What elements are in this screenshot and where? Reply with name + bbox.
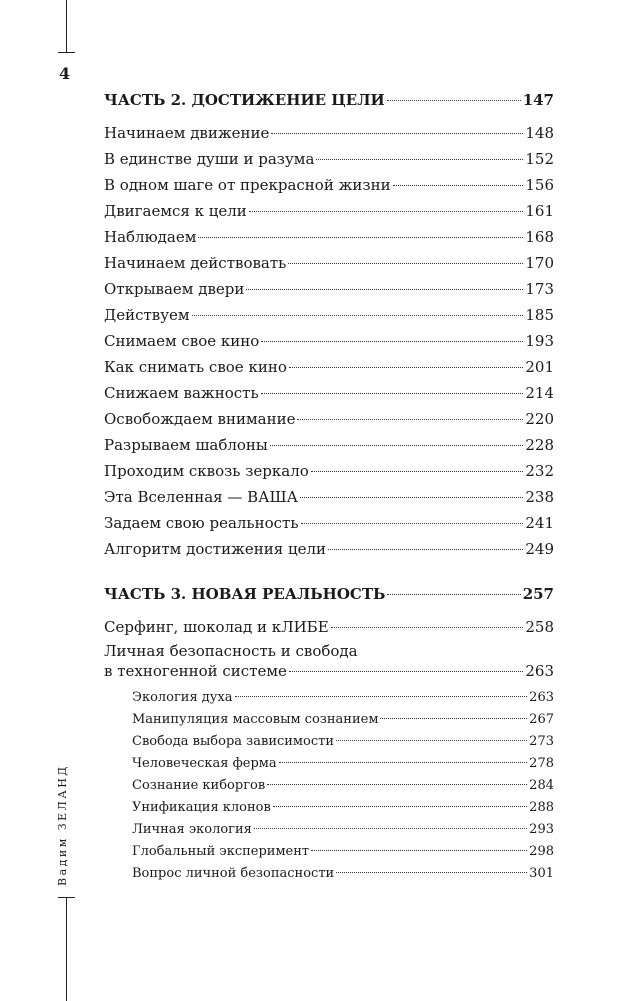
toc-entry[interactable]: Наблюдаем 168 [104, 228, 554, 246]
toc-heading-part-2[interactable]: ЧАСТЬ 2. ДОСТИЖЕНИЕ ЦЕЛИ 147 [104, 91, 554, 109]
toc-entry[interactable]: Снимаем свое кино 193 [104, 332, 554, 350]
toc-subentry[interactable]: Унификация клонов 288 [132, 800, 554, 815]
toc-entry[interactable]: Двигаемся к цели 161 [104, 202, 554, 220]
toc-entry[interactable]: Открываем двери 173 [104, 280, 554, 298]
toc-entry[interactable]: Разрываем шаблоны 228 [104, 436, 554, 454]
toc-entry[interactable]: Снижаем важность 214 [104, 384, 554, 402]
toc-subentry[interactable]: Экология духа 263 [132, 690, 554, 705]
toc-subentry[interactable]: Сознание киборгов 284 [132, 778, 554, 793]
bottom-margin-rule [66, 897, 67, 1001]
toc-entry[interactable]: В единстве души и разума 152 [104, 150, 554, 168]
toc-subentry[interactable]: Глобальный эксперимент 298 [132, 844, 554, 859]
toc-entry[interactable]: Алгоритм достижения цели 249 [104, 540, 554, 558]
toc-entry[interactable]: Эта Вселенная — ВАША 238 [104, 488, 554, 506]
toc-subentry[interactable]: Свобода выбора зависимости 273 [132, 734, 554, 749]
top-margin-tick [58, 52, 75, 53]
author-running-head: Вадим ЗЕЛАНД [56, 764, 69, 886]
toc-entry[interactable]: Начинаем движение 148 [104, 124, 554, 142]
page-number: 4 [59, 64, 71, 83]
toc-entry[interactable]: Освобождаем внимание 220 [104, 410, 554, 428]
toc-heading-part-3[interactable]: ЧАСТЬ 3. НОВАЯ РЕАЛЬНОСТЬ 257 [104, 585, 554, 603]
toc-entry[interactable]: Задаем свою реальность 241 [104, 514, 554, 532]
toc-entry[interactable]: Серфинг, шоколад и кЛИБЕ 258 [104, 618, 554, 636]
toc-entry[interactable]: Проходим сквозь зеркало 232 [104, 462, 554, 480]
toc-subentry[interactable]: Личная экология 293 [132, 822, 554, 837]
toc-entry[interactable]: Действуем 185 [104, 306, 554, 324]
toc-subentry[interactable]: Вопрос личной безопасности 301 [132, 866, 554, 881]
toc-subentry[interactable]: Манипуляция массовым сознанием 267 [132, 712, 554, 727]
toc-subentry[interactable]: Человеческая ферма 278 [132, 756, 554, 771]
toc-entry[interactable]: Как снимать свое кино 201 [104, 358, 554, 376]
toc-entry[interactable]: В одном шаге от прекрасной жизни 156 [104, 176, 554, 194]
toc-entry[interactable]: в техногенной системе 263 [104, 662, 554, 680]
toc-entry-line1[interactable]: Личная безопасность и свобода [104, 642, 358, 660]
top-margin-rule [66, 0, 67, 52]
toc-entry[interactable]: Начинаем действовать 170 [104, 254, 554, 272]
